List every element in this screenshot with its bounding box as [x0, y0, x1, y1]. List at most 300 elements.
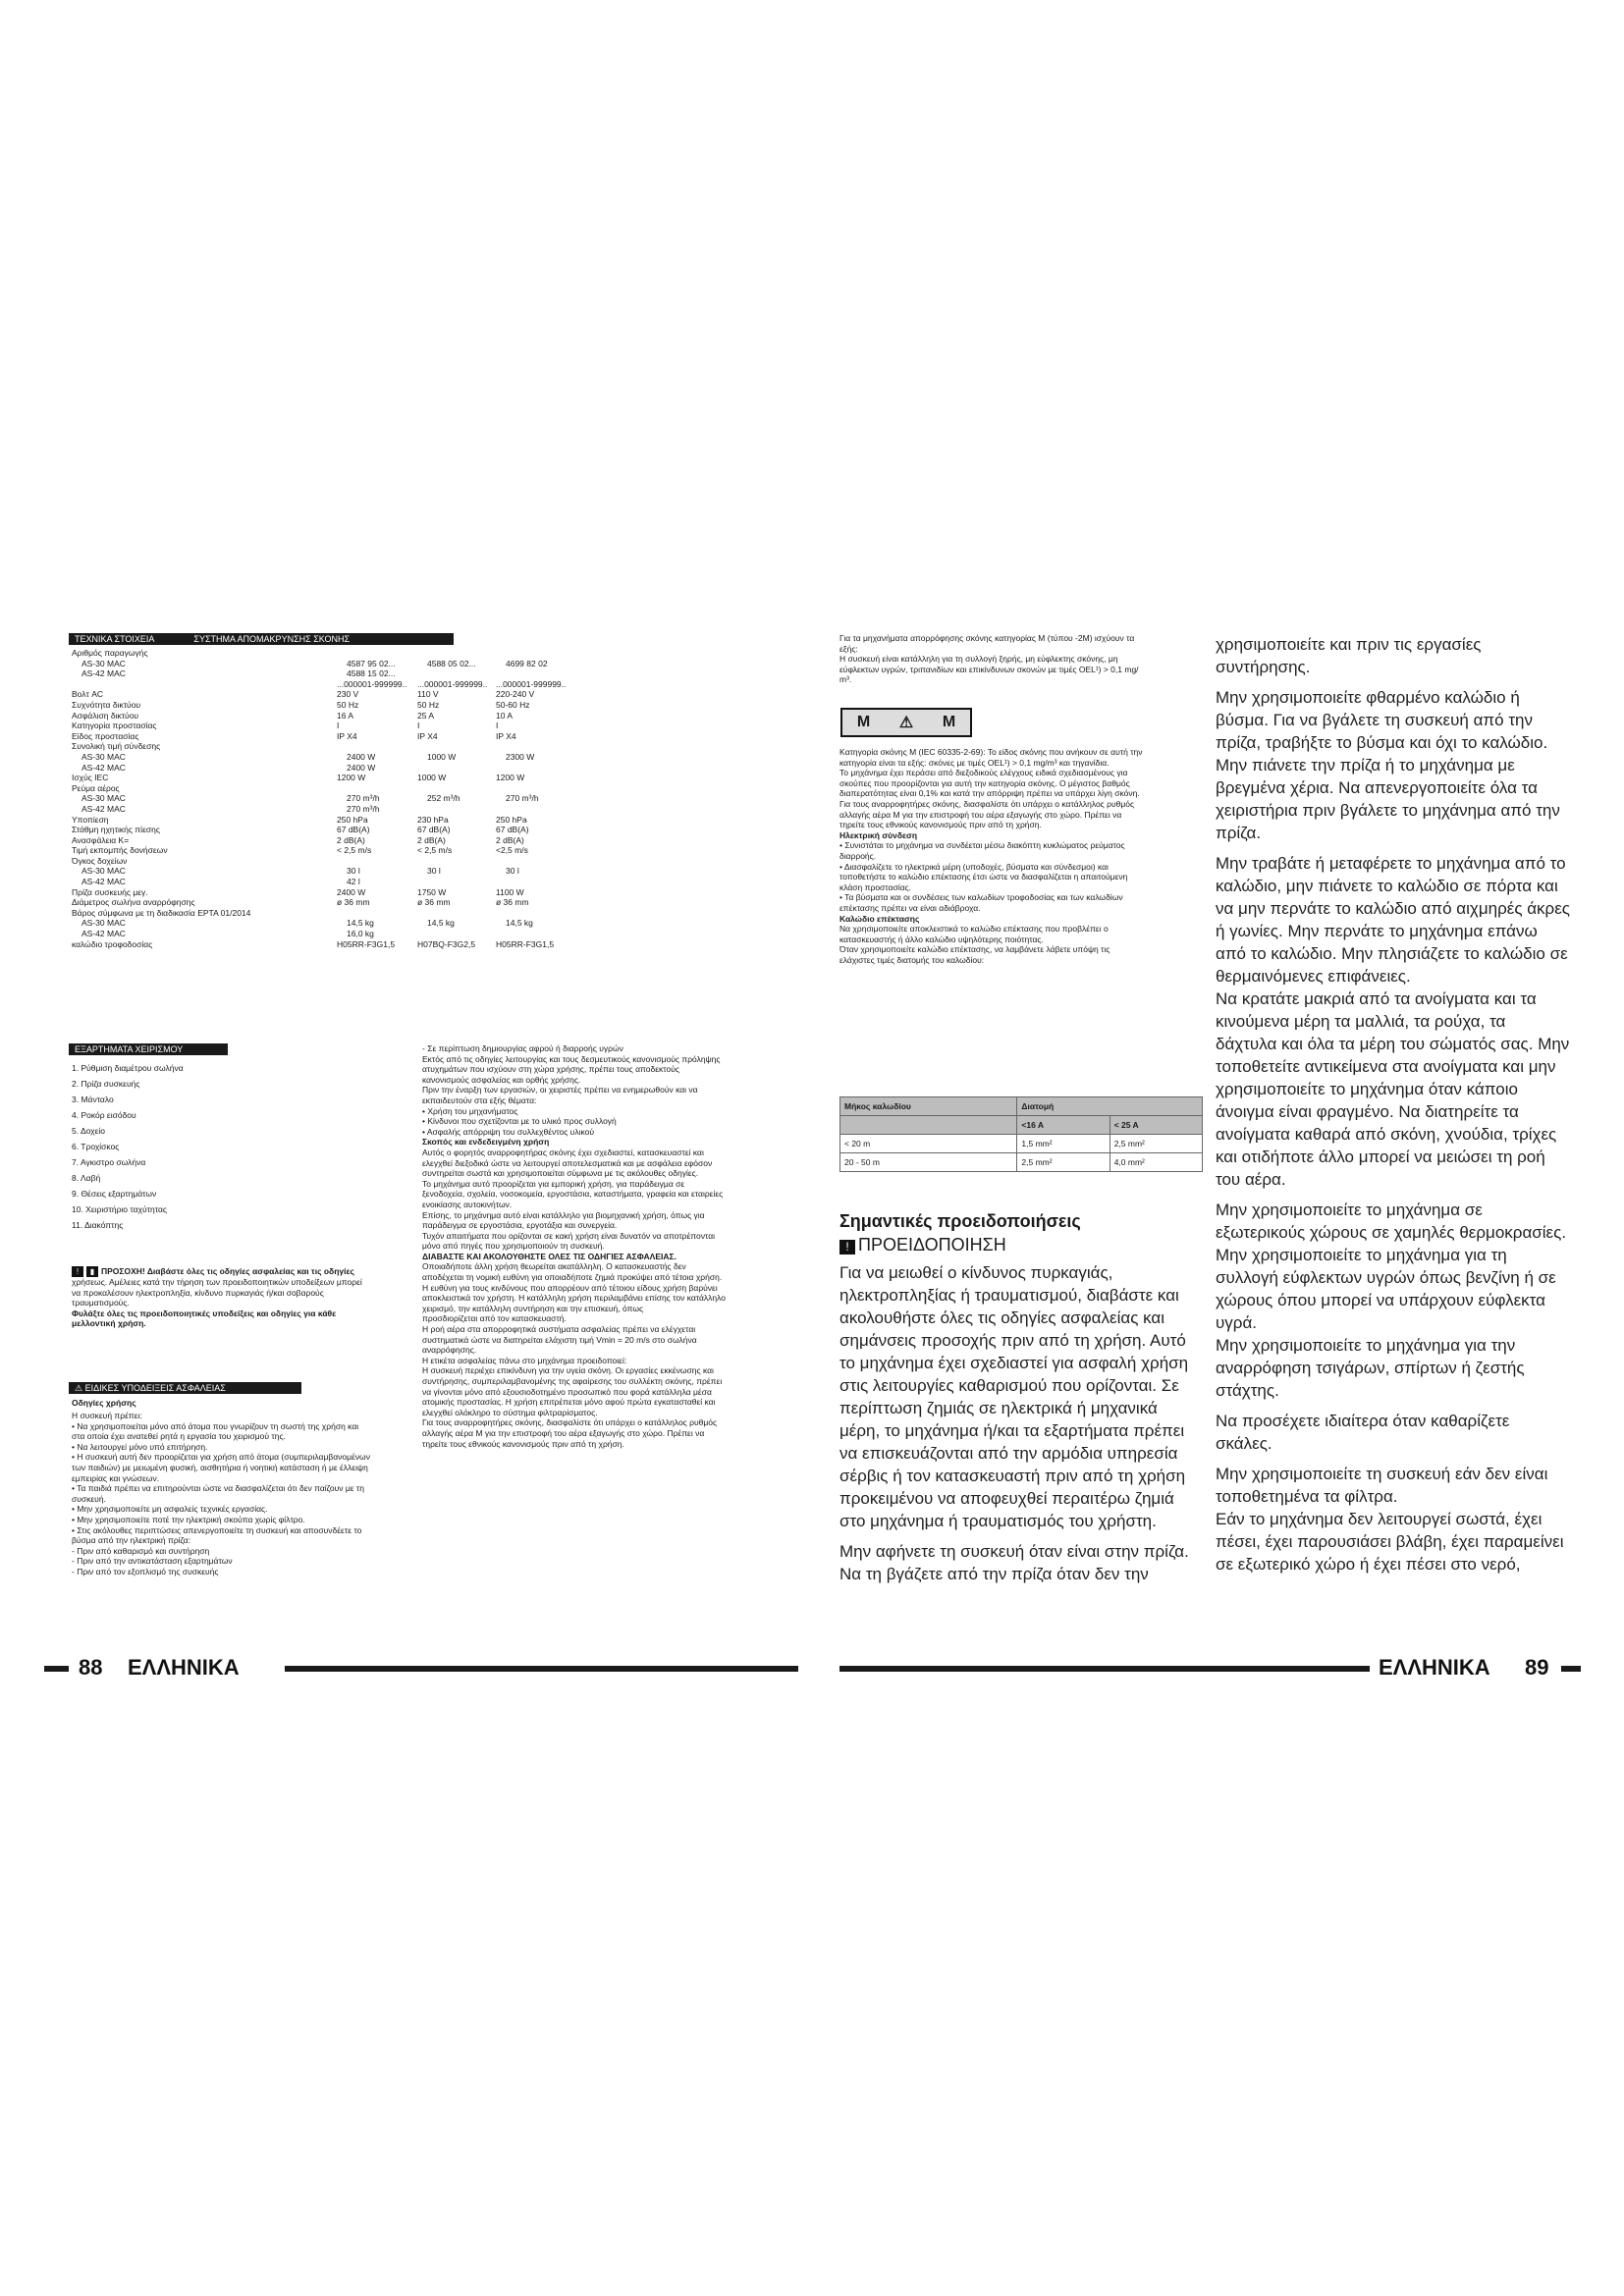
table-cell: 2,5 mm²: [1110, 1135, 1202, 1153]
spec-value: [337, 908, 417, 919]
spec-value: H07BQ-F3G2,5: [417, 938, 476, 949]
spec-value: 252 m³/h: [427, 793, 460, 804]
table-row: [72, 741, 808, 752]
spec-value: 67 dB(A): [496, 825, 529, 835]
tech-data-table: [72, 648, 808, 949]
table-sub-row: [840, 1116, 1203, 1135]
list-item: 7. Αγκιστρο σωλήνα: [72, 1157, 146, 1167]
spec-value: 270 m³/h: [506, 793, 539, 804]
text-line: συντηρείται σωστά και χρησιμοποιείται σύμφωνα με τις ακόλουθες οδηγίες.: [422, 1168, 699, 1179]
text-line: αναρρόφηση τσιγάρων, σπίρτων ή ζεστής: [1216, 1359, 1525, 1377]
spec-label: AS-42 MAC: [81, 668, 126, 679]
text-line: ξενοδοχεία, σχολεία, νοσοκομεία, εργοστάσια, καταστήματα, γραφεία και εταιρείες: [422, 1189, 724, 1200]
text-line: Η ετικέτα ασφαλείας πάνω στο μηχάνημα προειδοποιεί:: [422, 1355, 627, 1365]
spec-value: I: [496, 721, 499, 731]
text-line: Μην χρησιμοποιείτε το μηχάνημα για τη: [1216, 1246, 1507, 1264]
text-line: εύφλεκτων υγρών, τριπανιδίων και επικίνδυνων σκονών με τιμές OEL¹) > 0,1 mg/: [839, 664, 1139, 674]
text-line: χρησιμοποιείτε και πριν τις εργασίες: [1216, 635, 1482, 654]
text-line: Για τα μηχανήματα απορρόφησης σκόνης κατηγορίας Μ (τύπου -2M) ισχύουν τα: [839, 633, 1135, 643]
spec-value: < 2,5 m/s: [337, 845, 372, 856]
table-row: [72, 877, 808, 887]
warnings-column-2: [1216, 633, 1603, 1575]
list-item: 3. Μάνταλο: [72, 1095, 114, 1104]
text-line: άνοιγμα είναι φραγμένο. Να διατηρείτε τα: [1216, 1102, 1519, 1121]
text-line: σκούπες που προορίζονται για αυτή την κατηγορία σκόνης. Ο μέγιστος βαθμός: [839, 777, 1130, 788]
text-line: Κατηγορία σκόνης Μ (IEC 60335-2-69): Το είδος σκόνης που ανήκουν σε αυτή την: [839, 747, 1143, 757]
paragraph-gap: [1216, 678, 1603, 686]
spec-value: ø 36 mm: [496, 897, 529, 908]
spec-value: [417, 741, 496, 752]
text-line: και οτιδήποτε άλλο μπορεί να μειώσει τη ροή: [1216, 1148, 1545, 1166]
spec-label: AS-30 MAC: [81, 918, 126, 929]
text-line: τηρείτε τους εθνικούς κανονισμούς πριν από τη χρήση.: [422, 1438, 624, 1449]
spec-label: Ισχύς IEC: [72, 773, 109, 783]
spec-value: [496, 908, 584, 919]
text-line: ενοικίασης αυτοκινήτων.: [422, 1199, 513, 1209]
section-heading: Ηλεκτρική σύνδεση: [839, 829, 918, 840]
warning-triangle-icon: ⚠: [75, 1383, 85, 1393]
spec-label: Βολτ AC: [72, 689, 104, 700]
spec-value: <2,5 m/s: [496, 845, 528, 856]
spec-value: 10 A: [496, 710, 514, 721]
important-warnings-title: Σημαντικές προειδοποιήσεις: [839, 1211, 1081, 1231]
text-line: χώρους όπου μπορεί να υπάρχουν εύφλεκτα: [1216, 1291, 1545, 1309]
text-line: Αυτός ο φορητός αναρροφητήρας σκόνης έχει σχεδιαστεί, κατασκευαστεί και: [422, 1147, 704, 1157]
text-line: βύσμα. Για να βγάλετε τη συσκευή από την: [1216, 711, 1533, 729]
text-line: αναρρόφησης.: [422, 1345, 477, 1356]
text-line: εμπειρίας και γνώσεων.: [72, 1472, 160, 1483]
text-line: πρίζα, τραβήξτε το βύσμα και όχι το καλώδιο.: [1216, 733, 1548, 752]
text-line: βύσμα από την ηλεκτρική πρίζα:: [72, 1535, 191, 1546]
footer-bar-left: [44, 1666, 69, 1672]
spec-value: 1000 W: [427, 751, 457, 762]
spec-value: 16,0 kg: [347, 929, 374, 939]
list-item: 1. Ρύθμιση διαμέτρου σωλήνα: [72, 1063, 184, 1073]
text-line: βρεγμένα χέρια. Να απενεργοποιείτε όλα τα: [1216, 778, 1538, 797]
table-cell: 4,0 mm²: [1110, 1153, 1202, 1172]
table-row: [72, 866, 808, 877]
spec-value: ...000001-999999..: [496, 678, 567, 689]
spec-value: 2400 W: [347, 751, 376, 762]
spec-value: [427, 668, 506, 679]
tech-data-header: [69, 633, 454, 645]
hazard-icon: ⚠: [898, 715, 914, 731]
text-line: στο μηχάνημα ή τραυματισμός του χρήστη.: [839, 1512, 1157, 1530]
text-line: των παιδιών) με μειωμένη φυσική, αισθητήρια ή νοητική κατάσταση ή με έλλειψη: [72, 1462, 368, 1472]
intended-use-column: [422, 1043, 795, 1449]
spec-label: Αριθμός παραγωγής: [72, 648, 148, 658]
spec-value: 2 dB(A): [496, 834, 524, 845]
table-row: [72, 918, 808, 929]
text-line: σέρβις ή τον κατασκευαστή πριν από τη χρήση: [839, 1467, 1186, 1485]
text-line: να μην περνάτε το καλώδιο από αιχμηρές άκρες: [1216, 899, 1571, 918]
text-line: Εκτός από τις οδηγίες λειτουργίας και τους δεσμευτικούς κανονισμούς πρόληψης: [422, 1053, 721, 1064]
spec-label: Ασφάλιση δικτύου: [72, 710, 139, 721]
table-row: [840, 1153, 1203, 1172]
spec-value: [337, 783, 417, 794]
text-line: τοποθετείτε αντικείμενα στα ανοίγματα και μην: [1216, 1057, 1556, 1076]
spec-value: 25 A: [417, 710, 435, 721]
spec-value: 30 l: [347, 866, 360, 877]
text-line: - Πριν από τον εξοπλισμό της συσκευής: [72, 1566, 219, 1576]
text-line: συστηματικά ώστε να διατηρείται ελάχιστη τιμή Vmin = 20 m/s στο σωλήνα: [422, 1334, 697, 1345]
text-line: στα οποία έχει ανατεθεί ρητά η εργασία του χειρισμού της.: [72, 1431, 286, 1442]
text-line: χειριστήρια πριν βγάλετε το μηχάνημα από την: [1216, 801, 1560, 820]
warning-line-3: τραυματισμούς.: [72, 1298, 130, 1308]
paragraph-gap: [1216, 1402, 1603, 1410]
spec-label: Είδος προστασίας: [72, 730, 139, 741]
spec-value: [506, 668, 594, 679]
paragraph-gap: [1216, 1191, 1603, 1199]
text-line: ακολουθήστε όλες τις οδηγίες ασφαλείας και: [839, 1308, 1165, 1327]
spec-value: 30 l: [506, 866, 519, 877]
spec-value: 1200 W: [496, 773, 525, 783]
text-line: Η συσκευή περιέχει επικίνδυνη για την υγεία σκόνη. Οι εργασίες εκκένωσης και: [422, 1365, 714, 1376]
list-item: 9. Θέσεις εξαρτημάτων: [72, 1189, 157, 1199]
spec-value: IP X4: [496, 730, 516, 741]
text-line: - Πριν από την αντικατάσταση εξαρτημάτων: [72, 1556, 233, 1567]
spec-value: 14,5 kg: [506, 918, 533, 929]
spec-value: [427, 804, 506, 815]
list-item: 2. Πρίζα συσκευής: [72, 1079, 140, 1089]
sub-16a: <16 A: [1017, 1116, 1110, 1135]
table-row: [72, 668, 808, 679]
text-line: ελεγχθεί διεξοδικά ώστε να λειτουργεί αποτελεσματικά και με ασφάλεια εφόσον: [422, 1157, 713, 1168]
spec-value: 1100 W: [496, 886, 524, 897]
spec-label: Συχνότητα δικτύου: [72, 699, 141, 710]
table-row: [72, 815, 808, 826]
text-line: κατασκευαστής ή άλλο καλώδιο υψηλότερης ποιότητας.: [839, 934, 1044, 944]
text-line: • Χρήση του μηχανήματος: [422, 1105, 518, 1116]
sub-25a: < 25 A: [1110, 1116, 1202, 1135]
text-line: κανονισμούς ασφαλείας και ορθής χρήσης.: [422, 1074, 581, 1085]
safety-title: ΕΙΔΙΚΕΣ ΥΠΟΔΕΙΞΕΙΣ ΑΣΦΑΛΕΙΑΣ: [84, 1383, 226, 1393]
warning-line-5: μελλοντική χρήση.: [72, 1318, 146, 1329]
warning-line-2: να προκαλέσουν ηλεκτροπληξία, κίνδυνο πυρκαγιάς ή/και σοβαρούς: [72, 1287, 324, 1298]
text-line: εκπαιδευτούν στα εξής θέματα:: [422, 1095, 537, 1105]
text-line: υγρά.: [1216, 1313, 1258, 1332]
text-line: προκειμένου να αποφευχθεί περαιτέρω ζημιά: [839, 1489, 1174, 1508]
spec-value: 4699 82 02: [506, 658, 548, 668]
text-line: αποκλειστικά τον χρήστη. Η κατάλληλη χρήση περιλαμβάνει επίσης τον κατάλληλο: [422, 1293, 727, 1304]
spec-value: [506, 763, 594, 774]
table-row: [72, 835, 808, 846]
spec-value: IP X4: [417, 730, 438, 741]
spec-label: Στάθμη ηχητικής πίεσης: [72, 825, 160, 835]
spec-label: Ανασφάλεια K=: [72, 834, 130, 845]
spec-value: 220-240 V: [496, 689, 535, 700]
text-line: Να κρατάτε μακριά από τα ανοίγματα και τα: [1216, 989, 1537, 1008]
warnings-column-1: [839, 1261, 1213, 1585]
spec-label: AS-42 MAC: [81, 877, 126, 887]
warning-line-0: ! ▮ ΠΡΟΣΟΧΗ! Διαβάστε όλες τις οδηγίες ασφαλείας και τις οδηγίες: [72, 1266, 435, 1277]
table-row: [72, 897, 808, 908]
spec-value: 2 dB(A): [417, 834, 446, 845]
text-line: • Τα παιδιά πρέπει να επιτηρούνται ώστε να διασφαλίζεται ότι δεν παίζουν με τη: [72, 1483, 364, 1494]
paragraph-gap: [839, 1532, 1213, 1540]
spec-label: [72, 679, 337, 690]
table-row: [840, 1135, 1203, 1153]
spec-label: Κατηγορία προστασίας: [72, 721, 157, 731]
spec-value: 1750 W: [417, 886, 447, 897]
spec-value: 16 A: [337, 710, 354, 721]
table-cell: 20 - 50 m: [840, 1153, 1017, 1172]
text-line: συντήρησης, συμπεριλαμβανομένης της αφαίρεσης του συλλέκτη σκόνης, πρέπει: [422, 1376, 723, 1386]
text-line: ή γωνίες. Μην περνάτε το μηχάνημα επάνω: [1216, 922, 1538, 940]
text-line: χειρισμό, την κατάλληλη συντήρηση και την επισκευή, όπως: [422, 1303, 644, 1313]
spec-value: 4588 05 02...: [427, 658, 476, 668]
spec-value: 14,5 kg: [427, 918, 455, 929]
table-cell: < 20 m: [840, 1135, 1017, 1153]
table-row: [72, 689, 808, 700]
spec-value: ø 36 mm: [417, 897, 451, 908]
text-line: εξής:: [839, 643, 858, 654]
text-line: Το μηχάνημα αυτό προορίζεται για εμπορική χρήση, για παράδειγμα σε: [422, 1178, 685, 1189]
table-row: [72, 721, 808, 731]
spec-value: 50-60 Hz: [496, 699, 530, 710]
text-line: Επίσης, το μηχάνημα αυτό είναι κατάλληλο για βιομηχανική χρήση, όπως για: [422, 1209, 705, 1220]
spec-label: Βάρος σύμφωνα με τη διαδικασία EPTA 01/2014: [72, 907, 251, 918]
text-line: θερμαινόμενες επιφάνειες.: [1216, 967, 1411, 986]
spec-label: AS-30 MAC: [81, 658, 126, 668]
text-line: Μην χρησιμοποιείτε το μηχάνημα σε: [1216, 1201, 1483, 1219]
text-line: • Να λειτουργεί μόνο υπό επιτήρηση.: [72, 1441, 208, 1452]
list-item: 5. Δοχείο: [72, 1126, 106, 1136]
language-right: ΕΛΛΗΝΙΚΑ: [1379, 1655, 1490, 1680]
text-line: διαπερατότητας είναι 0,1% και κατά την απόρριψη πρέπει να υπάρχει λίγη σκόνη.: [839, 788, 1140, 799]
spec-value: [427, 877, 506, 887]
text-line: Το μηχάνημα έχει περάσει από διεξοδικούς ελέγχους ειδικά σχεδιασμένους για: [839, 768, 1128, 778]
spec-label: AS-42 MAC: [81, 803, 126, 814]
class-mark-m-2: M: [942, 714, 956, 730]
text-line: ελάχιστες τιμές διατομής του καλωδίου:: [839, 954, 985, 965]
spec-label: Διάμετρος σωλήνα αναρρόφησης: [72, 897, 195, 908]
warning-icon: !: [72, 1266, 83, 1277]
text-line: Η ευθύνη για τους κινδύνους που απορρέουν από τέτοιου είδους χρήση βαρύνει: [422, 1282, 718, 1293]
text-line: το μηχάνημα έχει σχεδιαστεί για ασφαλή χρήση: [839, 1354, 1189, 1372]
text-line: πέσει, έχει παρουσιάσει βλάβη, έχει παραμείνει: [1216, 1532, 1564, 1551]
spec-value: H05RR-F3G1,5: [337, 938, 396, 949]
text-line: Να χρησιμοποιείτε αποκλειστικά το καλώδιο επέκτασης που προβλέπει ο: [839, 924, 1109, 934]
text-line: τηρείτε τους εθνικούς κανονισμούς πριν από τη χρήση.: [839, 820, 1042, 830]
spec-value: 270 m³/h: [347, 803, 380, 814]
spec-value: 67 dB(A): [417, 825, 451, 835]
table-row: [72, 711, 808, 721]
spec-label: Ρεύμα αέρος: [72, 782, 120, 793]
text-line: να γίνονται μόνο από εξουσιοδοτημένο προσωπικό που φορά κατάλληλα μέσα: [422, 1386, 712, 1397]
spec-value: [337, 741, 417, 752]
text-line: m³.: [839, 674, 852, 685]
footer-rule-right: [839, 1666, 1370, 1672]
paragraph-gap: [1216, 1455, 1603, 1463]
text-line: • Διασφαλίζετε το ηλεκτρικά μέρη (υποδοχές, βύσματα και σύνδεσμοι) και: [839, 861, 1109, 872]
text-line: συντήρησης.: [1216, 658, 1311, 676]
text-line: ηλεκτροπληξίας ή τραυματισμού, διαβάστε και: [839, 1286, 1179, 1305]
text-line: τοποθετήστε το καλώδιο επέκτασης έτσι ώστε να διασφαλίζεται η απαιτούμενη: [839, 872, 1128, 882]
paragraph-gap: [1216, 844, 1603, 852]
section-heading: ΔΙΑΒΑΣΤΕ ΚΑΙ ΑΚΟΛΟΥΘΗΣΤΕ ΟΛΕΣ ΤΙΣ ΟΔΗΓΙΕΣ ΑΣΦΑΛΕΙΑΣ.: [422, 1251, 677, 1261]
text-line: Μην τραβάτε ή μεταφέρετε το μηχάνημα από το: [1216, 854, 1566, 873]
text-line: Τυχόν απαιτήματα που ορίζονται σε κακή χρήση είναι δυνατόν να αποτρέπονται: [422, 1230, 716, 1241]
warning-line-4: Φυλάξτε όλες τις προειδοποιητικές υποδείξεις και οδηγίες για κάθε: [72, 1308, 337, 1318]
spec-value: [496, 783, 584, 794]
text-line: συσκευή.: [72, 1493, 106, 1504]
text-line: - Σε περίπτωση δημιουργίας αφρού ή διαρροής υγρών: [422, 1043, 623, 1053]
spec-value: 14,5 kg: [347, 918, 374, 929]
spec-value: 2400 W: [337, 886, 366, 897]
text-line: παράδειγμα σε εργοστάσια, εργοτάξια και συνεργεία.: [422, 1220, 618, 1231]
spec-value: [337, 856, 417, 867]
spec-value: 4588 15 02...: [347, 668, 396, 679]
text-line: σκάλες.: [1216, 1434, 1272, 1453]
spec-value: I: [337, 721, 340, 731]
text-line: Μην χρησιμοποιείτε το μηχάνημα για την: [1216, 1336, 1516, 1355]
text-line: Μην πιάνετε την πρίζα ή το μηχάνημα με: [1216, 756, 1515, 774]
spec-label: καλώδιο τροφοδοσίας: [72, 938, 153, 949]
text-line: δάχτυλα και όλα τα μέρη του σώματός σας. Μην: [1216, 1035, 1570, 1053]
spec-label: Συνολική τιμή σύνδεσης: [72, 741, 161, 752]
text-line: αλλαγής αέρα Μ για την επιστροφή του αέρα εξαγωγής στο χώρο. Πρέπει να: [422, 1427, 705, 1438]
text-line: • Στις ακόλουθες περιπτώσεις απενεργοποιείτε τη συσκευή και αποσυνδέετε το: [72, 1524, 362, 1535]
text-line: του αέρα.: [1216, 1170, 1286, 1189]
spec-value: 2300 W: [506, 751, 535, 762]
text-line: Οποιαδήποτε άλλη χρήση θεωρείται ακατάλληλη. Ο κατασκευαστής δεν: [422, 1261, 686, 1272]
spec-value: 50 Hz: [417, 699, 440, 710]
warning-heading-text: ΠΡΟΕΙΔΟΠΟΙΗΣΗ: [858, 1235, 1006, 1255]
text-line: καλώδιο, μην πιάνετε το καλώδιο σε πόρτα και: [1216, 877, 1558, 895]
table-row: [72, 939, 808, 950]
dust-class-label: [840, 708, 972, 737]
text-line: συλλογή εύφλεκτων υγρών όπως βενζίνη ή σε: [1216, 1268, 1556, 1287]
text-line: περίπτωση ζημιάς σε ηλεκτρικά ή μηχανικά: [839, 1399, 1158, 1417]
spec-label: Τιμή εκπομπής δονήσεων: [72, 845, 168, 856]
text-line: • Μην χρησιμοποιείτε ποτέ την ηλεκτρική σκούπα χωρίς φίλτρο.: [72, 1514, 305, 1524]
spec-value: [496, 648, 584, 659]
spec-value: 1200 W: [337, 773, 366, 783]
spec-value: 110 V: [417, 689, 439, 700]
table-row: [72, 752, 808, 763]
text-line: Όταν χρησιμοποιείτε καλώδιο επέκτασης, να λαμβάνετε λάβετε υπόψη τις: [839, 944, 1110, 955]
spec-value: [427, 929, 506, 939]
text-line: στις λειτουργίες καθαρισμού που ορίζονται. Σε: [839, 1376, 1179, 1395]
table-cell: 1,5 mm²: [1017, 1135, 1110, 1153]
text-line: ατυχημάτων που ισχύουν στη χώρα χρήσης, πρέπει τους αποδεκτούς: [422, 1064, 679, 1075]
spec-value: 2 dB(A): [337, 834, 365, 845]
spec-value: 230 hPa: [417, 814, 449, 825]
text-line: από το καλώδιο. Μην πλησιάζετε το καλώδιο σε: [1216, 944, 1568, 963]
dust-system-title: ΣΥΣΤΗΜΑ ΑΠΟΜΑΚΡΥΝΣΗΣ ΣΚΟΝΗΣ: [193, 634, 351, 644]
text-line: • Τα βύσματα και οι συνδέσεις των καλωδίων τροφοδοσίας και των καλωδίων: [839, 892, 1123, 903]
list-item: 6. Τροχίσκος: [72, 1142, 120, 1151]
text-line: Εάν το μηχάνημα δεν λειτουργεί σωστά, έχει: [1216, 1510, 1543, 1528]
table-row: [72, 929, 808, 939]
spec-value: 250 hPa: [496, 814, 527, 825]
text-line: διαρροής.: [839, 850, 877, 861]
table-row: [72, 783, 808, 794]
tech-data-title: ΤΕΧΝΙΚΑ ΣΤΟΙΧΕΙΑ: [75, 634, 155, 644]
spec-value: [506, 804, 594, 815]
text-line: • Συνιστάται το μηχάνημα να συνδέεται μέσω διακόπτη κυκλώματος ρεύματος: [839, 840, 1125, 851]
table-row: [72, 700, 808, 711]
text-line: χρησιμοποιείτε το μηχάνημα όταν κάποιο: [1216, 1080, 1518, 1098]
spec-label: AS-30 MAC: [81, 751, 126, 762]
text-line: Για να μειωθεί ο κίνδυνος πυρκαγιάς,: [839, 1263, 1113, 1282]
spec-label: AS-42 MAC: [81, 929, 126, 939]
spec-value: ...000001-999999..: [337, 678, 407, 689]
table-row: [72, 825, 808, 835]
table-cell: 2,5 mm²: [1017, 1153, 1110, 1172]
warning-block: [72, 1266, 435, 1329]
table-row: [72, 763, 808, 774]
footer-rule-left: [285, 1666, 798, 1672]
accessories-title: ΕΞΑΡΤΗΜΑΤΑ ΧΕΙΡΙΣΜΟΥ: [75, 1044, 184, 1054]
safety-header: [69, 1382, 301, 1394]
spec-value: 30 l: [427, 866, 441, 877]
spec-value: I: [417, 721, 420, 731]
text-line: επέκτασης πρέπει να είναι αδιάβροχα.: [839, 902, 981, 913]
footer-bar-right: [1561, 1666, 1581, 1672]
accessories-list: [72, 1060, 406, 1233]
table-header-row: [840, 1097, 1203, 1116]
text-line: • Ασφαλής απόρριψη του συλλεχθέντος υλικού: [422, 1126, 594, 1137]
text-line: Μην χρησιμοποιείτε τη συσκευή εάν δεν είναι: [1216, 1465, 1548, 1483]
list-item: 11. Διακόπτης: [72, 1220, 124, 1230]
text-line: κατηγορία είναι τα εξής: σκόνες με τιμές OEL¹) > 0,1 mg/m³ και τηγανίδια.: [839, 757, 1110, 768]
text-line: • Κίνδυνοι που σχετίζονται με το υλικό προς συλλογή: [422, 1116, 617, 1127]
electrical-connection-column: [839, 747, 1203, 965]
text-line: προσδιορίζεται από τον κατασκευαστή.: [422, 1313, 567, 1324]
warning-heading: [839, 1235, 1006, 1255]
text-line: κινούμενα μέρη τα μαλλιά, τα ρούχα, τα: [1216, 1012, 1506, 1031]
text-line: εξωτερικούς χώρους σε χαμηλές θερμοκρασίες.: [1216, 1223, 1567, 1242]
table-row: [72, 908, 808, 919]
spec-label: Όγκος δοχείων: [72, 855, 128, 866]
text-line: σε εξωτερικό χώρο ή έχει πέσει στο νερό,: [1216, 1555, 1521, 1574]
spec-value: IP X4: [337, 730, 357, 741]
table-row: [72, 773, 808, 783]
spec-label: AS-30 MAC: [81, 793, 126, 804]
text-line: μέρη, το μηχάνημα ή/και τα εξαρτήματα πρέπει: [839, 1421, 1185, 1440]
cross-section-header: Διατομή: [1017, 1097, 1203, 1116]
language-left: ΕΛΛΗΝΙΚΑ: [128, 1655, 240, 1680]
book-icon: ▮: [86, 1266, 98, 1277]
spec-value: [496, 856, 584, 867]
text-line: Να προσέχετε ιδιαίτερα όταν καθαρίζετε: [1216, 1412, 1510, 1430]
spec-label: Πρίζα συσκευής μεγ.: [72, 886, 148, 897]
spec-value: [337, 648, 417, 659]
page-number-right: 89: [1525, 1655, 1549, 1680]
table-row: [72, 793, 808, 804]
spec-label: AS-42 MAC: [81, 762, 126, 773]
text-line: • Η συσκευή αυτή δεν προορίζεται για χρήση από άτομα (συμπεριλαμβανομένων: [72, 1452, 370, 1463]
list-item: 4. Ροκόρ εισόδου: [72, 1110, 136, 1120]
text-line: ατομικής προστασίας. Η χρήση επιτρέπεται μόνο αφού πρώτα εγκατασταθεί και: [422, 1397, 716, 1408]
table-row: [72, 845, 808, 856]
spec-value: 2400 W: [347, 762, 376, 773]
spec-value: [417, 783, 496, 794]
text-line: Για τους αναρροφητήρες σκόνης, διασφαλίστε ότι υπάρχει ο κατάλληλος ρυθμός: [839, 798, 1135, 809]
table-row: [72, 856, 808, 867]
list-item: 8. Λαβή: [72, 1173, 101, 1183]
text-line: - Πριν από καθαρισμό και συντήρηση: [72, 1545, 210, 1556]
class-mark-m: M: [856, 714, 871, 730]
spec-value: [417, 856, 496, 867]
spec-value: [506, 877, 594, 887]
accessories-header: [69, 1043, 228, 1055]
text-line: αλλαγής αέρα Μ για την επιστροφή του αέρα εξαγωγής στο χώρο. Πρέπει να: [839, 809, 1122, 820]
table-row: [72, 887, 808, 898]
text-line: Η ροή αέρα στα απορροφητικά συστήματα ασφαλείας πρέπει να ελέγχεται: [422, 1324, 696, 1335]
